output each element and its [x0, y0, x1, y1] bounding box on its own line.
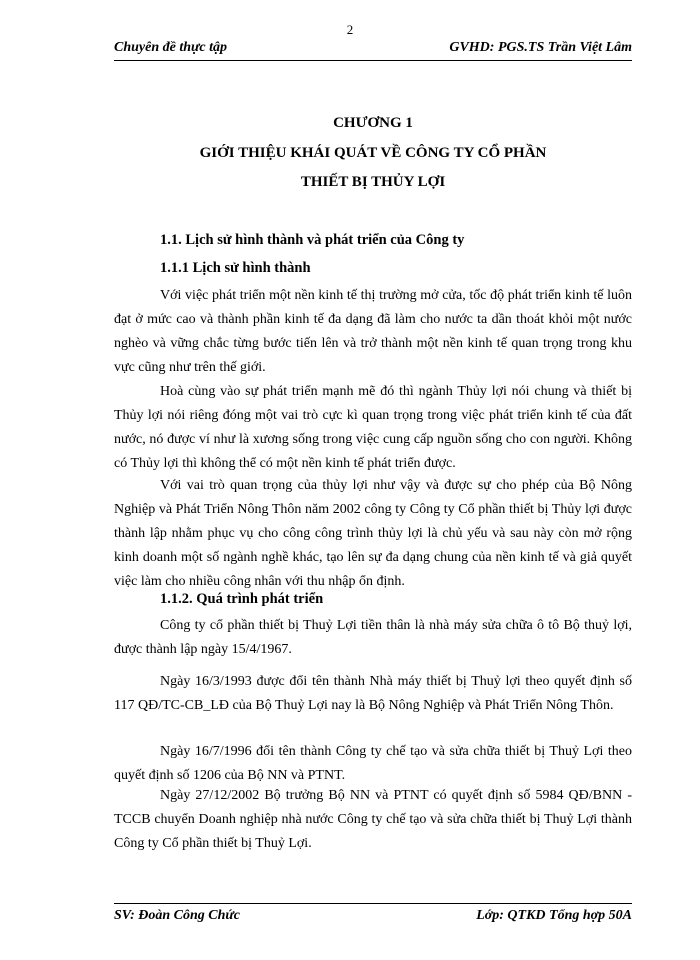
section-heading-1-1: 1.1. Lịch sử hình thành và phát triển của Công ty [160, 232, 465, 248]
header-course: Chuyên đề thực tập [114, 40, 228, 55]
header-supervisor: GVHD: PGS.TS Trần Việt Lâm [449, 40, 632, 55]
chapter-title-line-2: THIẾT BỊ THỦY LỢI [300, 174, 446, 190]
footer-class: Lớp: QTKD Tổng hợp 50A [476, 908, 632, 923]
page-footer [114, 903, 632, 926]
page-header [114, 40, 632, 61]
chapter-title-line-1: GIỚI THIỆU KHÁI QUÁT VỀ CÔNG TY CỔ PHẦN [199, 145, 547, 161]
section-heading-1-1-1: 1.1.1 Lịch sử hình thành [160, 260, 311, 276]
paragraph: Công ty cổ phần thiết bị Thuỷ Lợi tiền thân là nhà máy sửa chữa ô tô Bộ thuỷ lợi, được thành lập ngày 15/4/1967. [114, 618, 632, 657]
page-number: 2 [346, 22, 354, 37]
paragraph: Hoà cùng vào sự phát triển mạnh mẽ đó thì ngành Thủy lợi nói chung và thiết bị Thủy lợi nói riêng đóng một vai trò cực kì quan trọng trong việc phát triển kinh tế của đất nước, nó được ví như là xương sống trong việc cung cấp nguồn sống cho con người. Không có Thủy lợi thì không thể có một nền kinh tế phát triển được. [114, 384, 632, 471]
paragraph: Ngày 27/12/2002 Bộ trưởng Bộ NN và PTNT có quyết định số 5984 QĐ/BNN - TCCB chuyển Doanh nghiệp nhà nước Công ty chế tạo và sửa chữa thiết bị Thuỷ Lợi thành Công ty Cổ phần thiết bị Thuỷ Lợi. [114, 788, 632, 851]
paragraph: Với việc phát triển một nền kinh tế thị trường mở cửa, tốc độ phát triển kinh tế luôn đạt ở mức cao và thành phần kinh tế đa dạng đã làm cho nước ta dần thoát khỏi một nước nghèo và vững chắc từng bước tiến lên và trở thành một nền kinh tế quan trọng trong khu vực cũng như trên thế giới. [114, 288, 632, 375]
paragraph: Ngày 16/7/1996 đổi tên thành Công ty chế tạo và sửa chữa thiết bị Thuỷ Lợi theo quyết định số 1206 của Bộ NN và PTNT. [114, 744, 632, 783]
paragraph: Với vai trò quan trọng của thủy lợi như vậy và được sự cho phép của Bộ Nông Nghiệp và Phát Triển Nông Thôn năm 2002 công ty Công ty Cổ phần thiết bị Thủy lợi được thành lập nhằm phục vụ cho công công trình thủy lợi là chủ yếu và sau này còn mở rộng kinh doanh một số ngành nghề khác, tạo lên sự đa dạng chung của nền kinh tế và giả quyết việc làm cho nhiều công nhân với thu nhập ổn định. [114, 478, 632, 589]
footer-student: SV: Đoàn Công Chức [114, 908, 240, 923]
chapter-number: CHƯƠNG 1 [333, 115, 413, 131]
section-heading-1-1-2: 1.1.2. Quá trình phát triển [160, 591, 324, 607]
paragraph: Ngày 16/3/1993 được đổi tên thành Nhà máy thiết bị Thuỷ lợi theo quyết định số 117 QĐ/TC-CB_LĐ của Bộ Thuỷ Lợi nay là Bộ Nông Nghiệp và Phát Triển Nông Thôn. [114, 674, 632, 713]
